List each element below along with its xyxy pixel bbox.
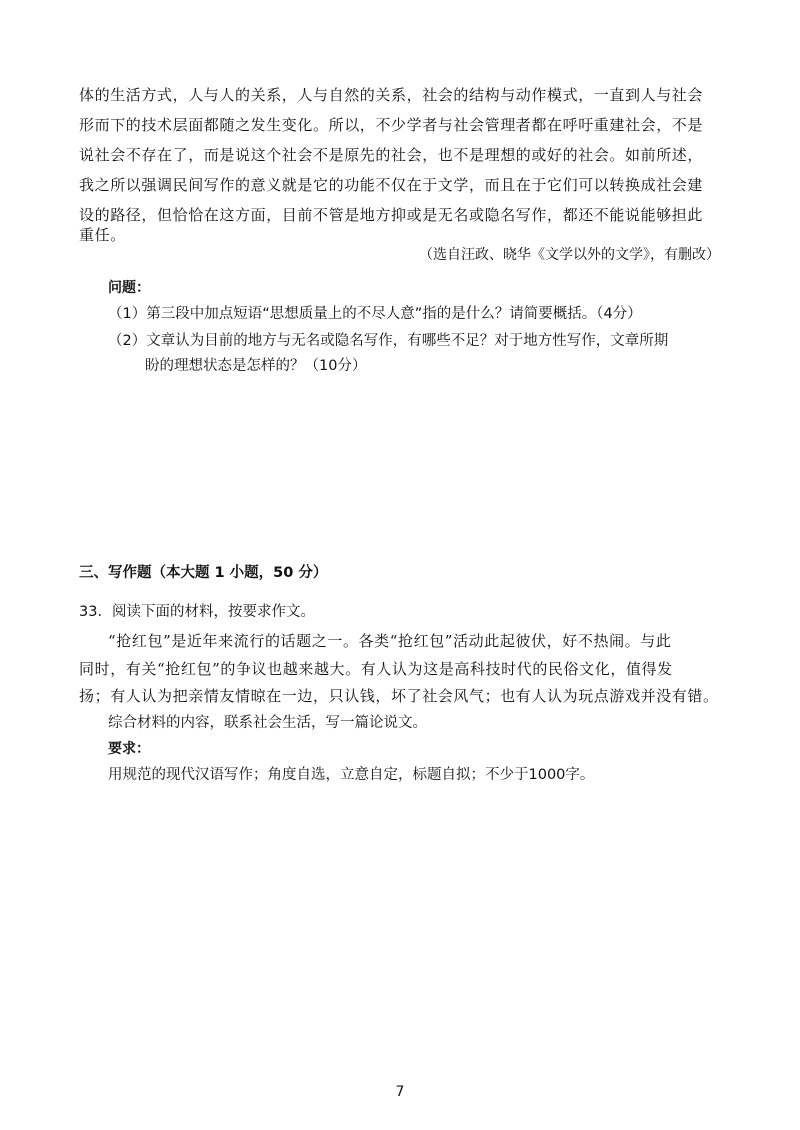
question-2-line-1: （2）文章认为目前的地方与无名或隐名写作，有哪些不足？对于地方性写作，文章所期 [108,333,669,349]
item-prompt: 33．阅读下面的材料，按要求作文。 [79,604,315,620]
requirement-text: 用规范的现代汉语写作；角度自选，立意自定，标题自拟；不少于1000字。 [108,767,595,783]
passage-line: 重任。 [79,226,126,244]
section-title: 三、写作题（本大题 1 小题，50 分） [79,565,328,581]
requirement-label: 要求： [108,741,150,757]
passage-source: （选自汪政、晓华《文学以外的文学》，有删改） [419,247,720,263]
passage-line: 体的生活方式，人与人的关系，人与自然的关系，社会的结构与动作模式，一直到人与社会 [79,86,704,104]
passage-line: 设的路径，但恰恰在这方面，目前不管是地方抑或是无名或隐名写作，都还不能说能够担此 [79,206,704,224]
page-number: 7 [395,1084,405,1100]
material-line: “抢红包”是近年来流行的话题之一。各类“抢红包”活动此起彼伏，好不热闹。与此 [108,632,672,650]
passage-line: 说社会不存在了，而是说这个社会不是原先的社会，也不是理想的或好的社会。如前所述， [79,146,704,164]
writing-instruction: 综合材料的内容，联系社会生活，写一篇论说文。 [108,715,427,731]
question-1: （1）第三段中加点短语“思想质量上的不尽人意”指的是什么？请简要概括。（4分） [108,306,642,322]
passage-line: 我之所以强调民间写作的意义就是它的功能不仅在于文学，而且在于它们可以转换成社会建 [79,176,704,194]
question-2-line-2: 盼的理想状态是怎样的？（10分） [145,358,367,374]
questions-label: 问题： [108,280,150,296]
material-line: 同时，有关“抢红包”的争议也越来越大。有人认为这是高科技时代的民俗文化，值得发 [79,660,673,678]
material-line: 扬；有人认为把亲情友情晾在一边，只认钱，坏了社会风气；也有人认为玩点游戏并没有错。 [79,687,719,705]
passage-line: 形而下的技术层面都随之发生变化。所以，不少学者与社会管理者都在呼吁重建社会，不是 [79,116,704,134]
